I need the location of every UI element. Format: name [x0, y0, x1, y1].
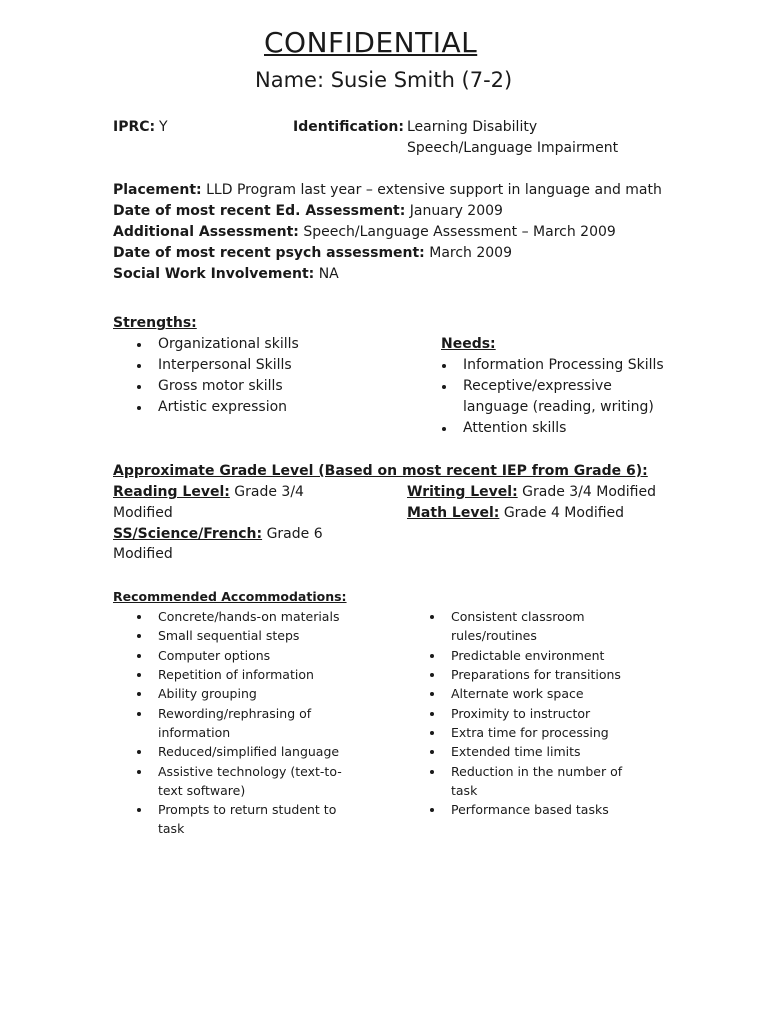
strength-item: Organizational skills — [158, 336, 299, 352]
reading-level-label: Reading Level: — [113, 484, 230, 500]
ed-assessment-row — [113, 203, 503, 219]
accommodation-item: Extra time for processing — [451, 725, 609, 740]
ss-science-french-continued: Modified — [113, 546, 173, 562]
accommodation-item: Consistent classroom — [451, 609, 585, 624]
ss-science-french-value: Grade 6 — [266, 526, 323, 542]
identification-value-1: Learning Disability — [407, 119, 538, 135]
accommodation-item: Rewording/rephrasing of — [158, 706, 312, 721]
bullet — [430, 673, 434, 677]
social-work-row — [113, 266, 339, 282]
bullet — [137, 343, 141, 347]
accommodation-item: Assistive technology (text-to- — [158, 764, 342, 779]
reading-level-row — [113, 484, 304, 500]
reading-level-value: Grade 3/4 — [234, 484, 304, 500]
student-name: Name: Susie Smith (7-2) — [255, 68, 513, 92]
writing-level-label: Writing Level: — [407, 484, 518, 500]
bullet — [137, 750, 141, 754]
identification-label: Identification: — [293, 119, 404, 135]
placement-label: Placement: — [113, 182, 202, 198]
document-title: CONFIDENTIAL — [264, 26, 478, 59]
math-level-value: Grade 4 Modified — [503, 505, 625, 521]
strength-item: Interpersonal Skills — [158, 357, 292, 373]
ss-science-french-label: SS/Science/French: — [113, 526, 263, 542]
bullet — [137, 673, 141, 677]
bullet — [430, 750, 434, 754]
bullet — [137, 770, 141, 774]
bullet — [430, 770, 434, 774]
need-item-continued: language (reading, writing) — [463, 399, 654, 415]
accommodation-item: Performance based tasks — [451, 802, 609, 817]
bullet — [137, 385, 141, 389]
bullet — [137, 615, 141, 619]
accommodation-item: Ability grouping — [158, 686, 257, 701]
iprc-label: IPRC: — [113, 119, 156, 135]
strength-item: Artistic expression — [158, 399, 288, 415]
additional-assessment-label: Additional Assessment: — [113, 224, 299, 240]
bullet — [430, 692, 434, 696]
strength-item: Gross motor skills — [158, 378, 283, 394]
social-work-value: NA — [318, 266, 339, 282]
accommodation-item-continued: information — [158, 725, 231, 740]
bullet — [430, 712, 434, 716]
additional-assessment-value: Speech/Language Assessment – March 2009 — [303, 224, 616, 240]
accommodation-item: Proximity to instructor — [451, 706, 591, 721]
accommodation-item: Reduction in the number of — [451, 764, 623, 779]
bullet — [430, 654, 434, 658]
placement-row — [113, 182, 662, 198]
writing-level-value: Grade 3/4 Modified — [522, 484, 656, 500]
accommodation-item: Reduced/simplified language — [158, 744, 340, 759]
reading-level-continued: Modified — [113, 505, 173, 521]
accommodation-item-continued: text software) — [158, 783, 246, 798]
accommodation-item: Small sequential steps — [158, 628, 300, 643]
need-item: Receptive/expressive — [463, 378, 612, 394]
accommodations-heading: Recommended Accommodations: — [113, 589, 347, 604]
accommodation-item-continued: task — [451, 783, 478, 798]
identification-value-2: Speech/Language Impairment — [407, 140, 619, 156]
need-item: Attention skills — [463, 420, 567, 436]
placement-value: LLD Program last year – extensive support in language and math — [206, 182, 662, 198]
page-bottom-edge — [0, 1012, 768, 1014]
bullet — [137, 364, 141, 368]
accommodation-item-continued: rules/routines — [451, 628, 537, 643]
writing-level-row — [407, 484, 656, 500]
bullet — [137, 808, 141, 812]
accommodation-item: Alternate work space — [451, 686, 584, 701]
psych-assessment-row — [113, 245, 512, 261]
accommodation-item: Extended time limits — [451, 744, 581, 759]
psych-assessment-value: March 2009 — [429, 245, 512, 261]
accommodation-item: Concrete/hands-on materials — [158, 609, 340, 624]
social-work-label: Social Work Involvement: — [113, 266, 315, 282]
bullet — [442, 364, 446, 368]
additional-assessment-row — [113, 224, 616, 240]
accommodation-item: Prompts to return student to — [158, 802, 337, 817]
accommodation-item: Preparations for transitions — [451, 667, 621, 682]
bullet — [430, 615, 434, 619]
bullet — [442, 427, 446, 431]
bullet — [137, 654, 141, 658]
math-level-row — [407, 505, 624, 521]
bullet — [442, 385, 446, 389]
strengths-heading: Strengths: — [113, 315, 197, 331]
needs-heading: Needs: — [441, 336, 496, 352]
psych-assessment-label: Date of most recent psych assessment: — [113, 245, 425, 261]
accommodation-item: Computer options — [158, 648, 271, 663]
grade-level-heading: Approximate Grade Level (Based on most recent IEP from Grade 6): — [113, 463, 648, 479]
bullet — [137, 406, 141, 410]
bullet — [137, 712, 141, 716]
bullet — [430, 808, 434, 812]
accommodation-item: Predictable environment — [451, 648, 605, 663]
accommodation-item: Repetition of information — [158, 667, 314, 682]
math-level-label: Math Level: — [407, 505, 500, 521]
bullet — [430, 731, 434, 735]
ed-assessment-label: Date of most recent Ed. Assessment: — [113, 203, 406, 219]
ss-science-french-row — [113, 526, 323, 542]
accommodation-item-continued: task — [158, 821, 185, 836]
bullet — [137, 692, 141, 696]
need-item: Information Processing Skills — [463, 357, 664, 373]
bullet — [137, 634, 141, 638]
ed-assessment-value: January 2009 — [409, 203, 503, 219]
iprc-value: Y — [159, 119, 168, 135]
